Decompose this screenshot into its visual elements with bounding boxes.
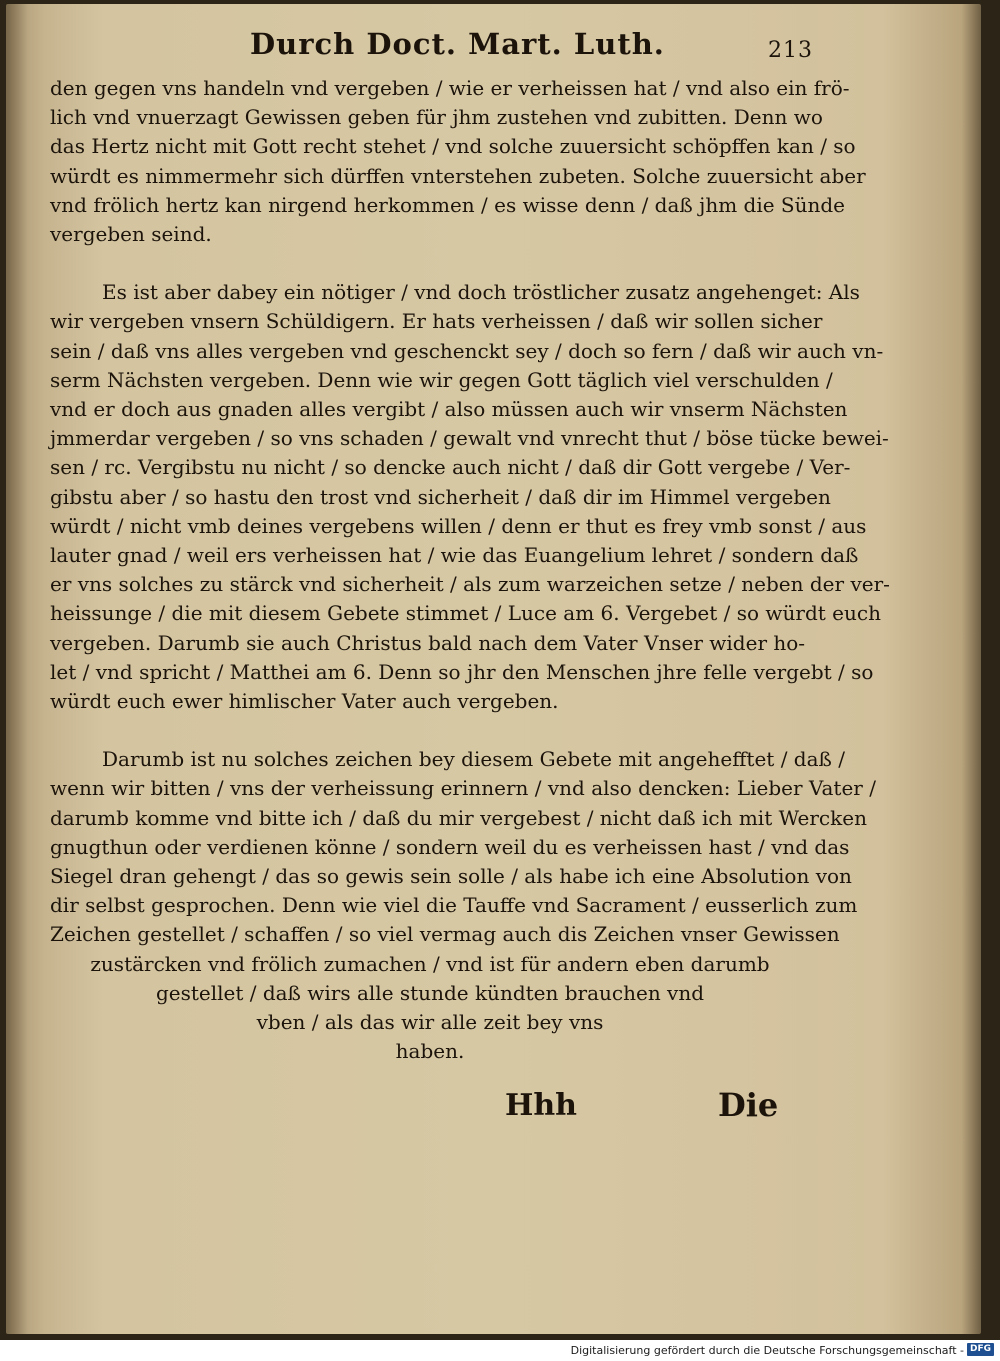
catchword: Die — [718, 1085, 779, 1124]
text-line: heissunge / die mit diesem Gebete stimmet / Luce am 6. Vergebet / so würdt euch — [50, 601, 881, 626]
text-line: gnugthun oder verdienen könne / sondern weil du es verheissen hast / vnd das — [50, 834, 850, 859]
text-line: lauter gnad / weil ers verheissen hat / wie das Euangelium lehret / sondern daß — [50, 543, 859, 568]
text-line: wir vergeben vnsern Schüldigern. Er hats verheissen / daß wir sollen sicher — [50, 309, 823, 334]
text-line: vnd frölich hertz kan nirgend herkommen / es wisse denn / daß jhm die Sünde — [50, 192, 846, 217]
text-line: sein / daß vns alles vergeben vnd geschenckt sey / doch so fern / daß wir auch vn- — [50, 338, 884, 363]
text-line: Zeichen gestellet / schaffen / so viel vermag auch dis Zeichen vnser Gewissen — [50, 922, 840, 947]
text-line: zustärcken vnd frölich zumachen / vnd ist für andern eben darumb — [90, 951, 770, 976]
paragraph-3 — [50, 745, 876, 949]
paragraph-1 — [50, 74, 866, 249]
text-line: den gegen vns handeln vnd vergeben / wie er verheissen hat / vnd also ein frö- — [50, 76, 850, 100]
text-line: Siegel dran gehengt / das so gewis sein solle / als habe ich eine Absolution von — [50, 864, 852, 889]
running-title: Durch Doct. Mart. Luth. — [250, 27, 665, 61]
text-line: würdt euch ewer himlischer Vater auch vergeben. — [50, 689, 559, 714]
text-line: vnd er doch aus gnaden alles vergibt / also müssen auch wir vnserm Nächsten — [50, 397, 848, 422]
text-line: let / vnd spricht / Matthei am 6. Denn so jhr den Menschen jhre felle vergebt / so — [50, 659, 874, 684]
tapered-conclusion — [50, 950, 810, 1067]
text-line: vergeben seind. — [50, 222, 212, 247]
text-line: lich vnd vnuerzagt Gewissen geben für jhm zustehen vnd zubitten. Denn wo — [50, 105, 823, 130]
text-line: Es ist aber dabey ein nötiger / vnd doch tröstlicher zusatz angehenget: Als — [102, 280, 860, 305]
signature-mark: Hhh — [505, 1087, 577, 1123]
text-line: jmmerdar vergeben / so vns schaden / gewalt vnd vnrecht thut / böse tücke bewei- — [50, 426, 889, 451]
gutter-shadow — [6, 4, 28, 1334]
text-line: das Hertz nicht mit Gott recht stehet / vnd solche zuuersicht schöpffen kan / so — [50, 134, 856, 159]
text-line: serm Nächsten vergeben. Denn wie wir gegen Gott täglich viel verschulden / — [50, 367, 833, 392]
text-line: haben. — [395, 1039, 465, 1064]
page-number: 213 — [768, 38, 813, 63]
paragraph-2 — [50, 278, 890, 716]
text-line: wenn wir bitten / vns der verheissung erinnern / vnd also dencken: Lieber Vater / — [50, 776, 876, 801]
text-line: er vns solches zu stärck vnd sicherheit / als zum warzeichen setze / neben der ver- — [50, 572, 890, 597]
digitization-footer — [0, 1340, 1000, 1361]
text-line: würdt es nimmermehr sich dürffen vnterstehen zubeten. Solche zuuersicht aber — [50, 163, 866, 188]
dfg-logo: DFG — [967, 1343, 994, 1356]
funding-credit: Digitalisierung gefördert durch die Deutsche Forschungsgemeinschaft - — [570, 1344, 964, 1357]
text-line: dir selbst gesprochen. Denn wie viel die Tauffe vnd Sacrament / eusserlich zum — [50, 893, 858, 918]
text-line: vergeben. Darumb sie auch Christus bald nach dem Vater Vnser wider ho- — [50, 630, 806, 655]
text-line: Darumb ist nu solches zeichen bey diesem Gebete mit angehefftet / daß / — [102, 747, 845, 772]
text-line: würdt / nicht vmb deines vergebens willen / denn er thut es frey vmb sonst / aus — [50, 513, 867, 538]
text-line: sen / rc. Vergibstu nu nicht / so dencke auch nicht / daß dir Gott vergebe / Ver- — [50, 455, 851, 480]
text-line: darumb komme vnd bitte ich / daß du mir vergebest / nicht daß ich mit Wercken — [50, 805, 867, 830]
text-line: vben / als das wir alle zeit bey vns — [256, 1010, 604, 1035]
running-head — [50, 27, 813, 74]
page-text — [50, 27, 890, 1151]
text-line: gestellet / daß wirs alle stunde kündten brauchen vnd — [155, 980, 705, 1005]
text-line: gibstu aber / so hastu den trost vnd sicherheit / daß dir im Himmel vergeben — [50, 484, 831, 509]
catch-row — [50, 1081, 810, 1151]
